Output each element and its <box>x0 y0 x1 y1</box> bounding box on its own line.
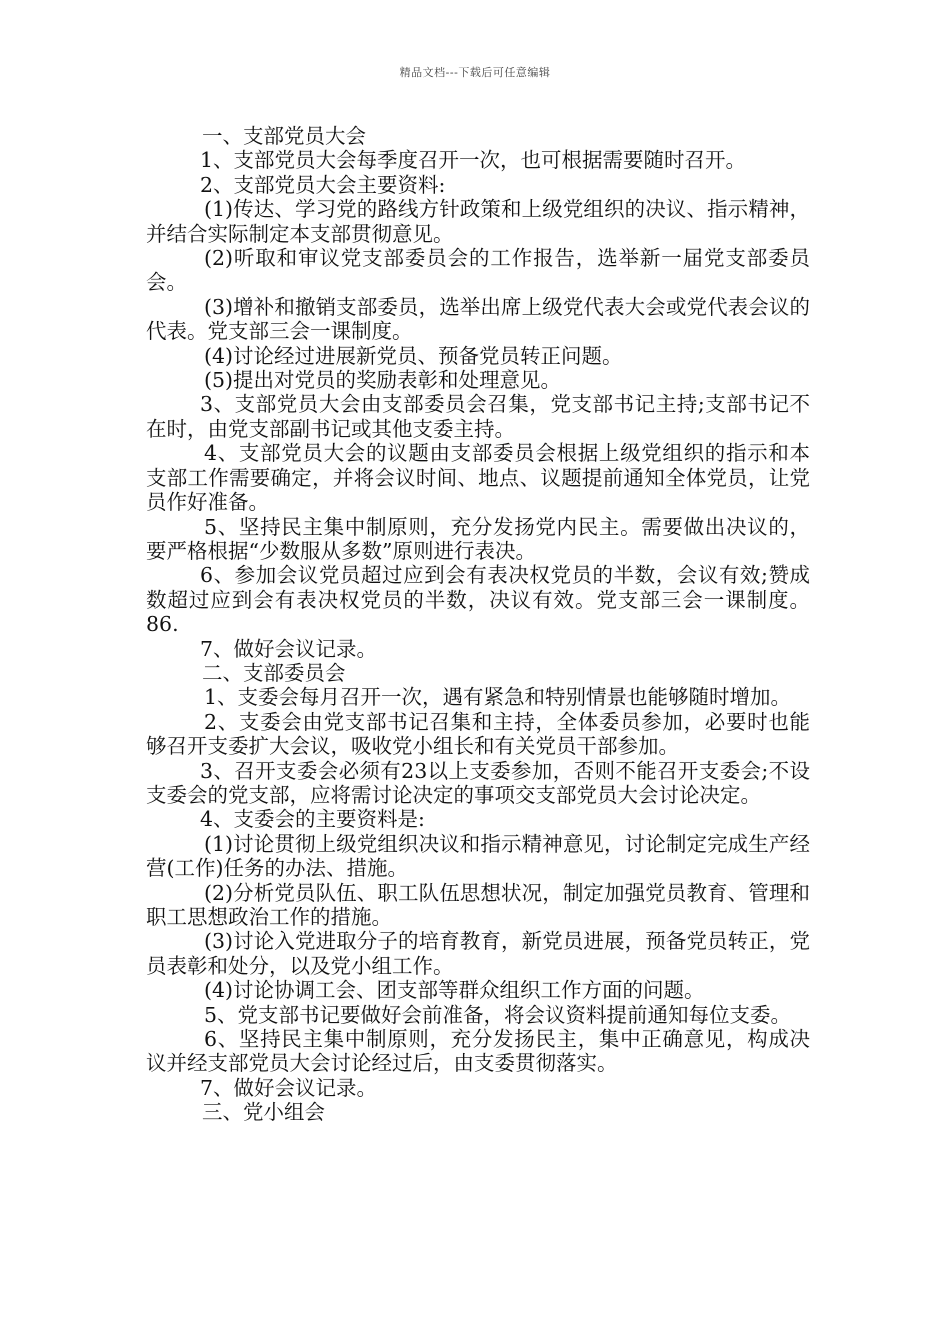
paragraph: 1、支部党员大会每季度召开一次，也可根据需要随时召开。 <box>200 148 747 173</box>
document-body <box>146 124 810 1125</box>
paragraph: 3、召开支委会必须有23以上支委参加，否则不能召开支委会;不设支委会的党支部，应将需讨论决定的事项交支部党员大会讨论决定。 <box>146 758 810 807</box>
section-heading: 三、党小组会 <box>202 1100 325 1125</box>
paragraph: (5)提出对党员的奖励表彰和处理意见。 <box>204 368 562 393</box>
paragraph: (3)讨论入党进取分子的培育教育，新党员进展，预备党员转正，党员表彰和处分，以及党小组工作。 <box>146 929 810 978</box>
paragraph: (1)传达、学习党的路线方针政策和上级党组织的决议、指示精神，并结合实际制定本支部贯彻意见。 <box>146 197 810 246</box>
paragraph: 6、参加会议党员超过应到会有表决权党员的半数，会议有效;赞成数超过应到会有表决权党员的半数，决议有效。党支部三会一课制度。86. <box>146 563 810 637</box>
paragraph: (2)分析党员队伍、职工队伍思想状况，制定加强党员教育、管理和职工思想政治工作的措施。 <box>146 880 810 929</box>
paragraph: (1)讨论贯彻上级党组织决议和指示精神意见，讨论制定完成生产经营(工作)任务的办法、措施。 <box>146 831 810 881</box>
paragraph: (4)讨论经过进展新党员、预备党员转正问题。 <box>204 343 623 368</box>
paragraph: 4、支委会的主要资料是: <box>200 807 425 832</box>
paragraph: 2、支委会由党支部书记召集和主持，全体委员参加，必要时也能够召开支委扩大会议，吸收党小组长和有关党员干部参加。 <box>146 709 810 759</box>
paragraph: 5、坚持民主集中制原则，充分发扬党内民主。需要做出决议的，要严格根据“少数服从多数”原则进行表决。 <box>146 514 810 563</box>
section-heading: 一、支部党员大会 <box>202 124 366 148</box>
paragraph: 7、做好会议记录。 <box>200 1075 378 1100</box>
paragraph: 4、支部党员大会的议题由支部委员会根据上级党组织的指示和本支部工作需要确定，并将会议时间、地点、议题提前通知全体党员，让党员作好准备。 <box>146 441 810 515</box>
paragraph: 3、支部党员大会由支部委员会召集，党支部书记主持;支部书记不在时，由党支部副书记或其他支委主持。 <box>146 392 810 441</box>
paragraph: (4)讨论协调工会、团支部等群众组织工作方面的问题。 <box>204 978 705 1003</box>
paragraph: 2、支部党员大会主要资料: <box>200 172 446 197</box>
paragraph: 7、做好会议记录。 <box>200 636 378 661</box>
paragraph: 6、坚持民主集中制原则，充分发扬民主，集中正确意见，构成决议并经支部党员大会讨论经过后，由支委贯彻落实。 <box>146 1027 810 1076</box>
paragraph: 1、支委会每月召开一次，遇有紧急和特别情景也能够随时增加。 <box>204 685 792 710</box>
paragraph: (2)听取和审议党支部委员会的工作报告，选举新一届党支部委员会。 <box>146 246 810 295</box>
section-heading: 二、支部委员会 <box>202 660 346 685</box>
paragraph: 5、党支部书记要做好会前准备，将会议资料提前通知每位支委。 <box>204 1002 792 1027</box>
paragraph: (3)增补和撤销支部委员，选举出席上级党代表大会或党代表会议的代表。党支部三会一课制度。 <box>146 294 810 344</box>
page-header: 精品文档---下载后可任意编辑 <box>399 66 551 79</box>
